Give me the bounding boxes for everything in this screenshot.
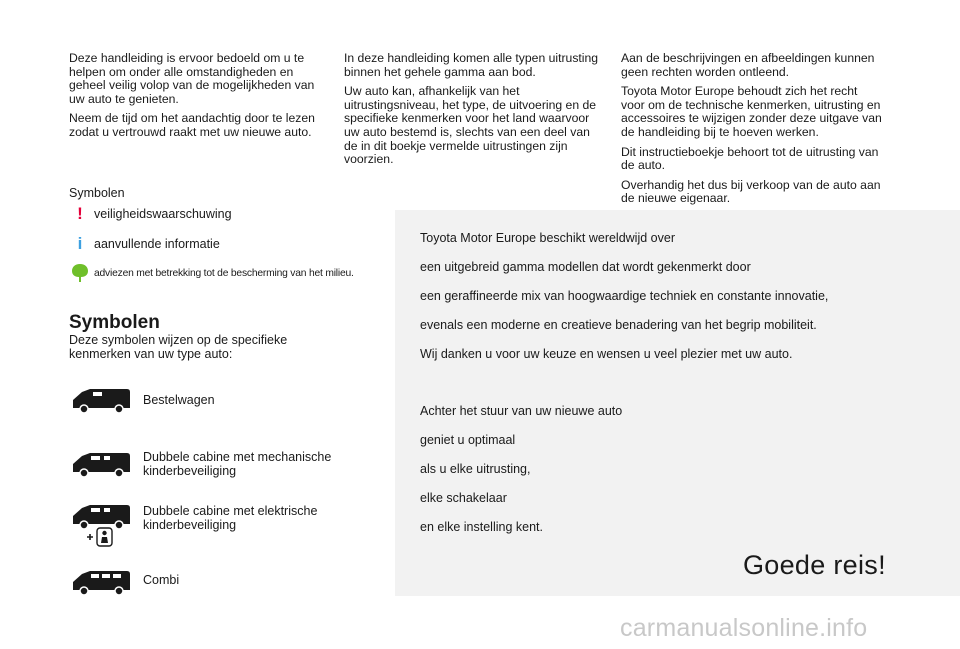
symbol-row-warning xyxy=(69,205,232,222)
child-lock-icon xyxy=(85,526,115,548)
combi-icon xyxy=(70,568,132,596)
vehicle-label: Dubbele cabine met mechanische kinderbeveiliging xyxy=(143,450,332,478)
welcome-line: een uitgebreid gamma modellen dat wordt gekenmerkt door xyxy=(420,260,751,274)
intro-column-3 xyxy=(621,52,883,212)
leaf-icon xyxy=(69,263,91,283)
symbol-label: adviezen met betrekking tot de bescherming van het milieu. xyxy=(94,267,354,279)
symbol-row-eco xyxy=(69,263,354,283)
intro-paragraph: Uw auto kan, afhankelijk van het uitrustingsniveau, het type, de uitvoering en de specifieke kenmerken voor het land waarvoor uw auto bestemd is, slechts van een deel van de in dit boekje vermelde uitrustingen zijn voorzien. xyxy=(344,84,597,167)
closing-greeting: Goede reis! xyxy=(743,550,886,580)
vehicle-symbols-title: Symbolen xyxy=(69,312,160,333)
welcome-line: Wij danken u voor uw keuze en wensen u veel plezier met uw auto. xyxy=(420,347,793,361)
exclamation-icon: ! xyxy=(77,204,83,223)
symbol-label: veiligheidswaarschuwing xyxy=(94,206,232,221)
intro-paragraph: Overhandig het dus bij verkoop van de auto aan de nieuwe eigenaar. xyxy=(621,177,881,206)
intro-paragraph: Toyota Motor Europe behoudt zich het recht voor om de technische kenmerken, uitrusting en accessoires te wijzigen zonder deze uitgave van de handleiding bij te hoeven werken. xyxy=(621,84,882,139)
intro-column-1 xyxy=(69,52,331,146)
welcome-line: en elke instelling kent. xyxy=(420,520,543,534)
double-cab-icon xyxy=(70,450,132,478)
intro-paragraph: Aan de beschrijvingen en afbeeldingen kunnen geen rechten worden ontleend. xyxy=(621,51,875,79)
watermark: carmanualsonline.info xyxy=(620,614,868,642)
intro-paragraph: Deze handleiding is ervoor bedoeld om u te helpen om onder alle omstandigheden en geheel veilig volop van de mogelijkheden van uw auto te genieten. xyxy=(69,51,315,106)
symbols-heading: Symbolen xyxy=(69,186,125,200)
info-icon: i xyxy=(77,234,83,253)
welcome-line: evenals een moderne en creatieve benadering van het begrip mobiliteit. xyxy=(420,318,817,332)
symbol-row-info xyxy=(69,235,220,252)
welcome-line: een geraffineerde mix van hoogwaardige techniek en constante innovatie, xyxy=(420,289,829,303)
welcome-line: als u elke uitrusting, xyxy=(420,462,531,476)
vehicle-label: Combi xyxy=(143,573,180,587)
intro-paragraph: Dit instructieboekje behoort tot de uitrusting van de auto. xyxy=(621,144,879,173)
welcome-line: Achter het stuur van uw nieuwe auto xyxy=(420,404,623,418)
intro-paragraph: In deze handleiding komen alle typen uitrusting binnen het gehele gamma aan bod. xyxy=(344,51,599,79)
symbol-label: aanvullende informatie xyxy=(94,236,220,251)
vehicle-label: Dubbele cabine met elektrische kinderbeveiliging xyxy=(143,504,318,532)
van-icon xyxy=(70,386,132,414)
intro-column-2 xyxy=(344,52,606,173)
welcome-box xyxy=(395,210,960,596)
welcome-line: elke schakelaar xyxy=(420,491,507,505)
intro-paragraph: Neem de tijd om het aandachtig door te lezen zodat u vertrouwd raakt met uw nieuwe auto. xyxy=(69,111,315,139)
welcome-line: geniet u optimaal xyxy=(420,433,516,447)
vehicle-symbols-description: Deze symbolen wijzen op de specifieke kenmerken van uw type auto: xyxy=(69,333,288,361)
vehicle-label: Bestelwagen xyxy=(143,393,215,407)
welcome-line: Toyota Motor Europe beschikt wereldwijd over xyxy=(420,231,675,245)
